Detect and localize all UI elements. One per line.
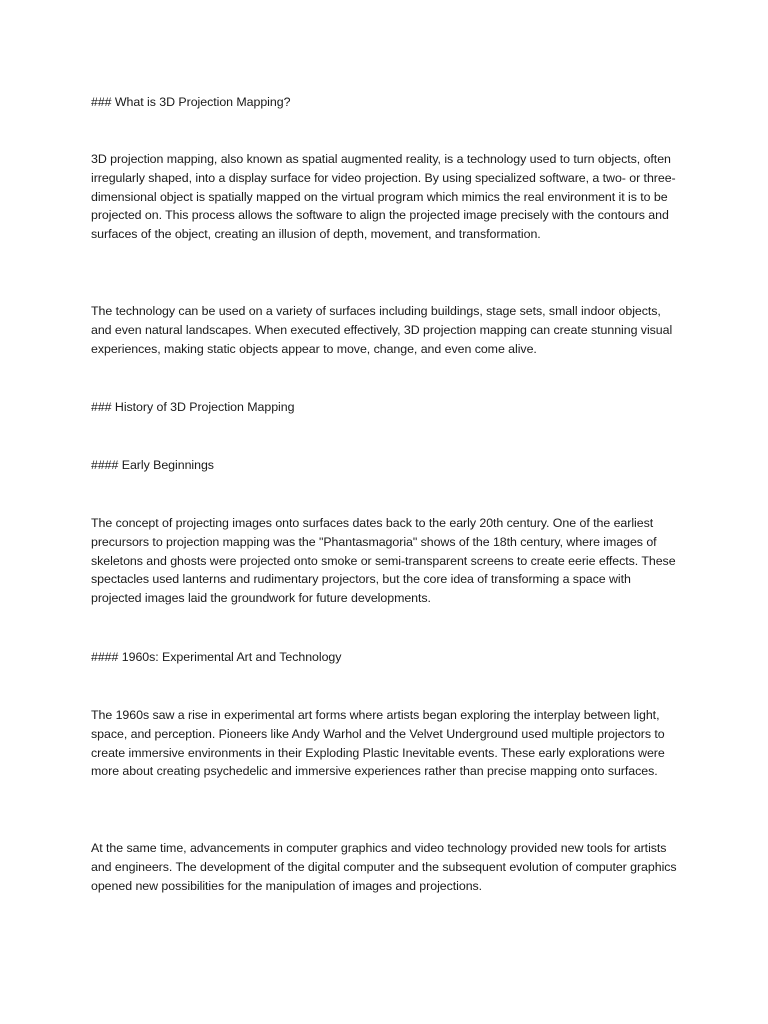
heading-what-is: ### What is 3D Projection Mapping?: [91, 95, 291, 109]
paragraph-definition: 3D projection mapping, also known as spatial augmented reality, is a technology used to turn objects, often irregularly shaped, into a display surface for video projection. By using specialized software, a two- or three-dimensional object is spatially mapped on the virtual program which mimics the real environment it is to be projected on. This process allows the software to align the projected image precisely with the contours and surfaces of the object, creating an illusion of depth, movement, and transformation.: [91, 152, 676, 242]
subheading-1960s: #### 1960s: Experimental Art and Technology: [91, 650, 342, 664]
heading-history: ### History of 3D Projection Mapping: [91, 400, 295, 414]
paragraph-surfaces: The technology can be used on a variety of surfaces including buildings, stage sets, small indoor objects, and even natural landscapes. When executed effectively, 3D projection mapping can create stunning visual experiences, making static objects appear to move, change, and even come alive.: [91, 304, 673, 356]
paragraph-1960s: The 1960s saw a rise in experimental art forms where artists began exploring the interplay between light, space, and perception. Pioneers like Andy Warhol and the Velvet Underground used multiple projectors to create immersive environments in their Exploding Plastic Inevitable events. These early explorations were more about creating psychedelic and immersive experiences rather than precise mapping onto surfaces.: [91, 708, 665, 779]
paragraph-computer-graphics: At the same time, advancements in computer graphics and video technology provided new tools for artists and engineers. The development of the digital computer and the subsequent evolution of computer graphics opened new possibilities for the manipulation of images and projections.: [91, 841, 677, 893]
subheading-early-beginnings: #### Early Beginnings: [91, 458, 214, 472]
paragraph-early-beginnings: The concept of projecting images onto surfaces dates back to the early 20th century. One of the earliest precursors to projection mapping was the "Phantasmagoria" shows of the 18th century, where images of skeletons and ghosts were projected onto smoke or semi-transparent screens to create eerie effects. These spectacles used lanterns and rudimentary projectors, but the core idea of transforming a space with projected images laid the groundwork for future developments.: [91, 516, 676, 606]
